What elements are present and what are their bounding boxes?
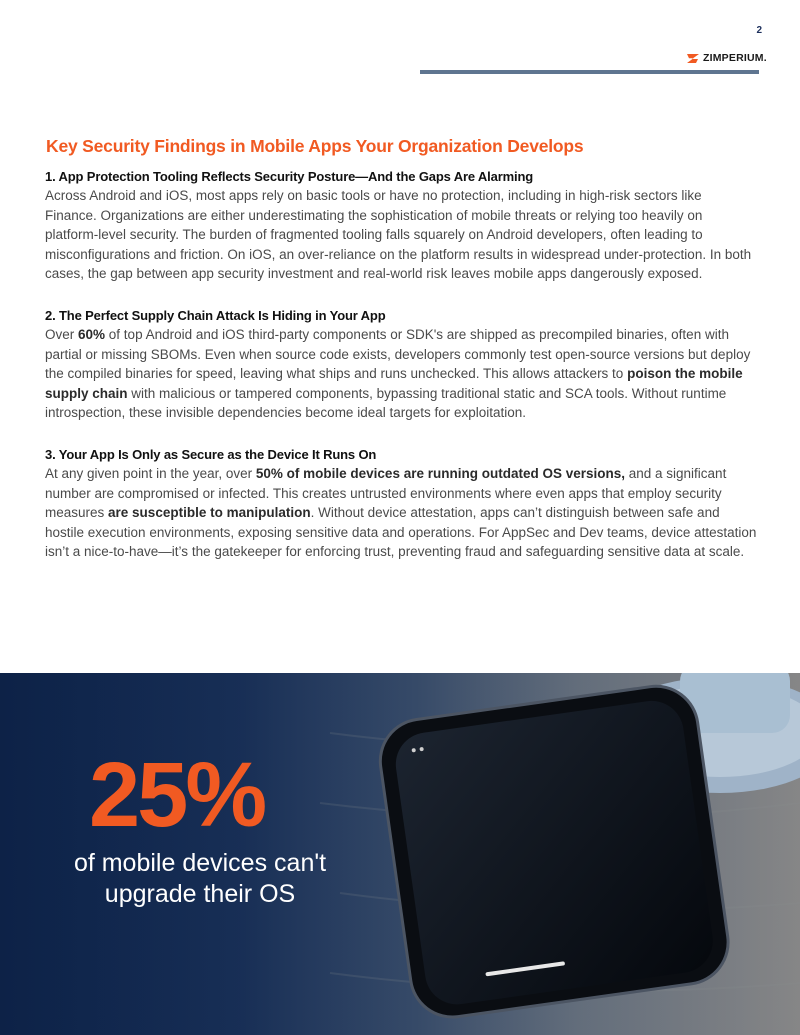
finding <box>45 167 757 284</box>
section-title: Key Security Findings in Mobile Apps Your Organization Develops <box>46 136 584 156</box>
hero-banner <box>0 673 800 1035</box>
brand-logo <box>686 52 767 64</box>
emphasis-text: 60% <box>78 326 106 342</box>
finding <box>45 445 757 562</box>
finding-body <box>45 186 757 284</box>
body-text: At any given point in the year, over <box>45 465 256 481</box>
finding-body <box>45 464 757 562</box>
body-text: . Without device attestation, apps can’t distinguish between safe and hostile execution environments, exposing sensitive data and operations. For AppSec and Dev teams, device attestation isn’t a nice-to-have—it’s the gatekeeper for enforcing trust, preventing fraud and safeguarding sensitive data at scale. <box>45 505 757 560</box>
finding-title: 3. Your App Is Only as Secure as the Device It Runs On <box>45 446 377 462</box>
brand-name: ZIMPERIUM. <box>703 52 767 64</box>
smartphone-icon <box>375 681 734 1023</box>
emphasis-text: are susceptible to manipulation <box>108 505 311 521</box>
header-rule <box>420 70 759 74</box>
finding-title: 2. The Perfect Supply Chain Attack Is Hiding in Your App <box>45 307 386 323</box>
finding <box>45 306 757 423</box>
main-content <box>45 136 757 584</box>
finding-title: 1. App Protection Tooling Reflects Security Posture—And the Gaps Are Alarming <box>45 169 534 184</box>
page-number: 2 <box>756 25 762 36</box>
finding-body <box>45 325 757 423</box>
stat-caption: of mobile devices can't upgrade their OS <box>73 849 327 908</box>
emphasis-text: 50% of mobile devices are running outdated OS versions, <box>255 465 625 481</box>
stat-value: 25% <box>89 744 265 846</box>
zimperium-z-icon <box>686 53 700 64</box>
emphasis-text: poison the mobile supply chain <box>45 366 743 401</box>
body-text: of top Android and iOS third-party components or SDK's are shipped as precompiled binaries, often with partial or missing SBOMs. Even when source code exists, developers commonly test open-source versions but deploy the compiled binaries for speed, leaving what ships and runs unchecked. This allows attackers to <box>45 326 751 382</box>
body-text: and a significant number are compromised or infected. This creates untrusted environments where even apps that employ security measures <box>45 465 727 521</box>
body-text: Across Android and iOS, most apps rely on basic tools or have no protection, including in high-risk sectors like Finance. Organizations are either underestimating the sophistication of mobile threats or relying too heavily on platform-level security. The burden of fragmented tooling falls squarely on Android developers, often leading to misconfigurations and friction. On iOS, an over-reliance on the platform results in widespread under-protection. In both cases, the gap between app security investment and real-world risk leaves mobile apps dangerously exposed. <box>45 188 752 282</box>
body-text: Over <box>45 326 79 342</box>
body-text: with malicious or tampered components, bypassing traditional static and SCA tools. Without runtime introspection, these invisible dependencies become ideal targets for exploitation. <box>45 385 727 421</box>
